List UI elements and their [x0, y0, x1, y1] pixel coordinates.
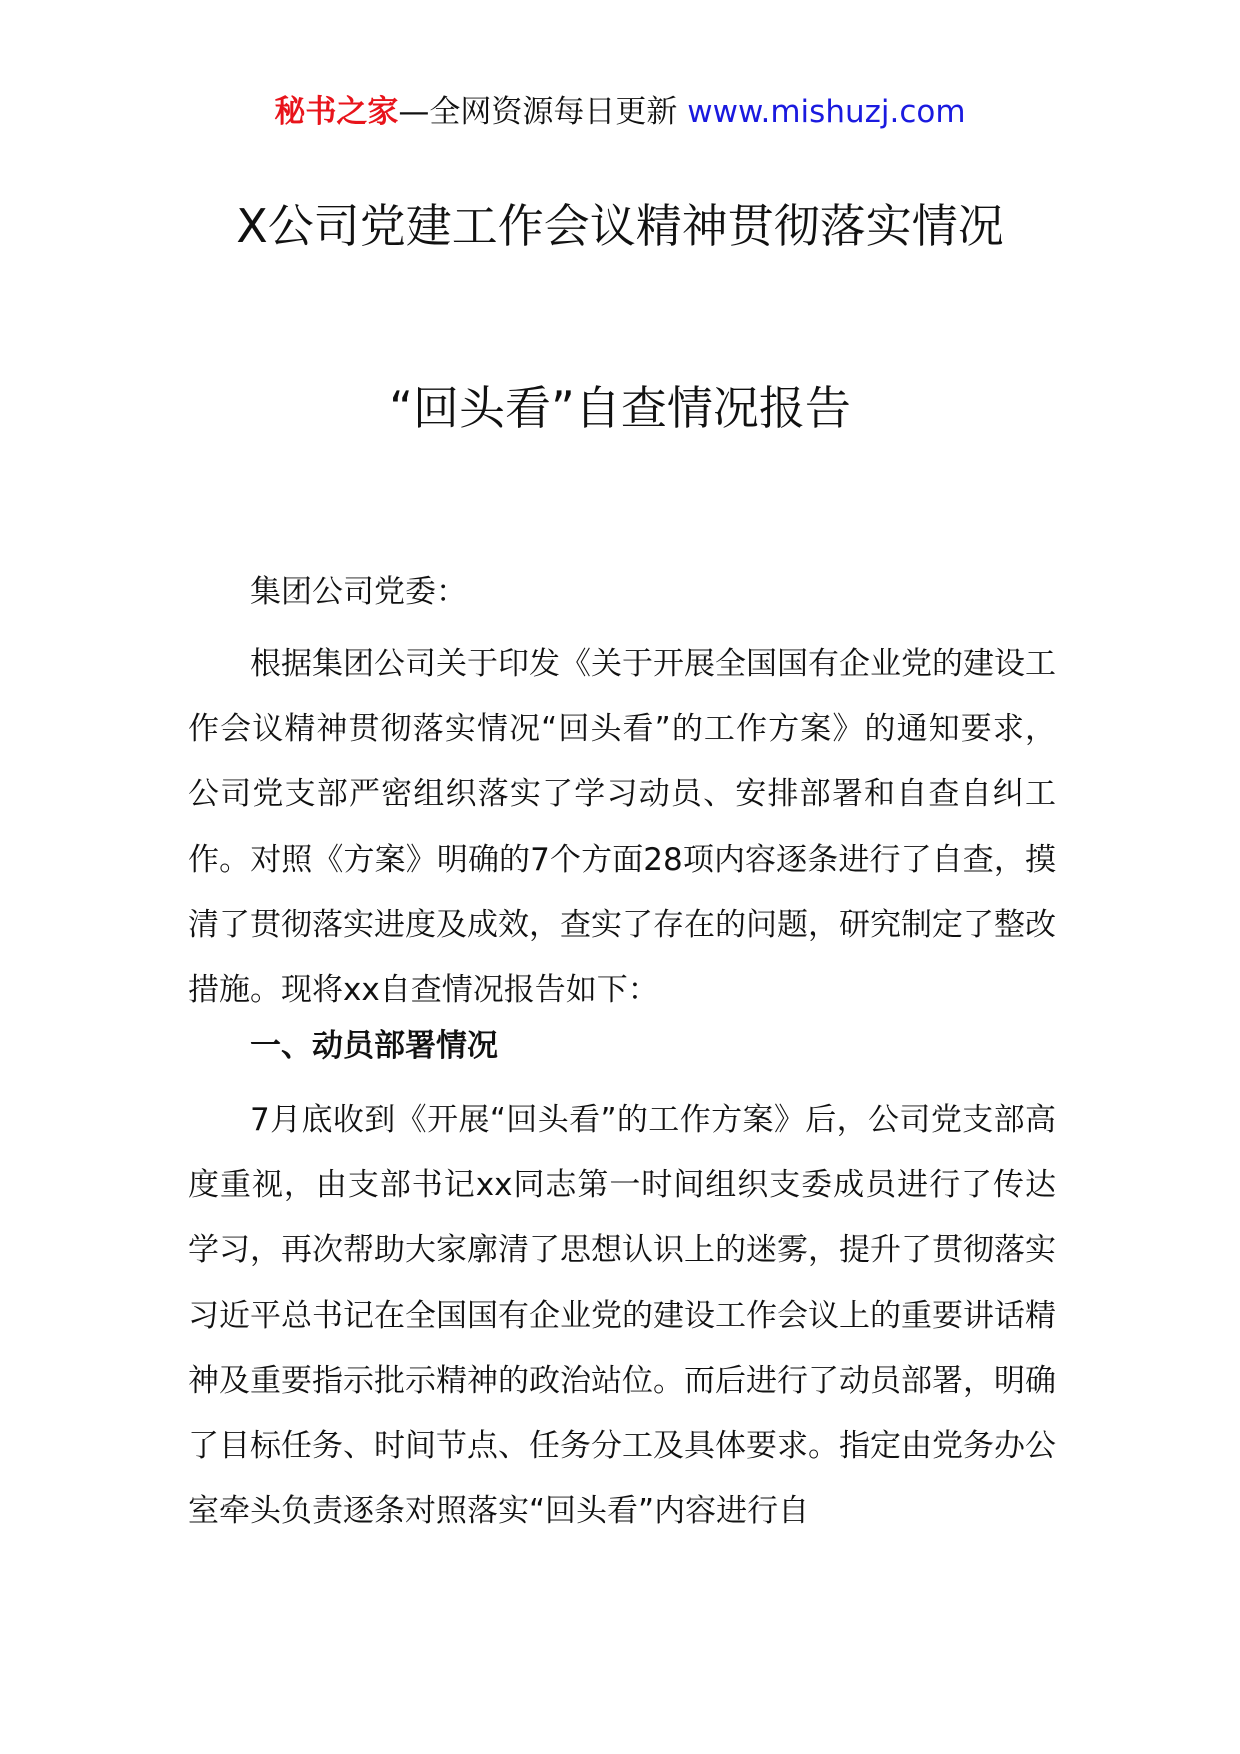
site-url-link[interactable]: www.mishuzj.com	[687, 94, 966, 130]
site-header	[0, 92, 1240, 132]
brand-name: 秘书之家	[274, 94, 399, 130]
document-title-line-1: X公司党建工作会议精神贯彻落实情况	[236, 199, 1004, 253]
body-paragraph-2: 7月底收到《开展“回头看”的工作方案》后，公司党支部高度重视，由支部书记xx同志第一时间组织支委成员进行了传达学习，再次帮助大家廓清了思想认识上的迷雾，提升了贯彻落实习近平总书记在全国国有企业党的建设工作会议上的重要讲话精神及重要指示批示精神的政治站位。而后进行了动员部署，明确了目标任务、时间节点、任务分工及具体要求。指定由党务办公室牵头负责逐条对照落实“回头看”内容进行自	[188, 1102, 1056, 1530]
document-title-line-2: “回头看”自查情况报告	[389, 381, 851, 435]
salutation: 集团公司党委：	[250, 574, 467, 610]
body-paragraph-1: 根据集团公司关于印发《关于开展全国国有企业党的建设工作会议精神贯彻落实情况“回头看”的工作方案》的通知要求，公司党支部严密组织落实了学习动员、安排部署和自查自纠工作。对照《方案》明确的7个方面28项内容逐条进行了自查，摸清了贯彻落实进度及成效，查实了存在的问题，研究制定了整改措施。现将xx自查情况报告如下：	[188, 646, 1056, 1009]
header-tagline: —全网资源每日更新	[398, 94, 688, 130]
section-heading-1: 一、动员部署情况	[250, 1028, 498, 1064]
